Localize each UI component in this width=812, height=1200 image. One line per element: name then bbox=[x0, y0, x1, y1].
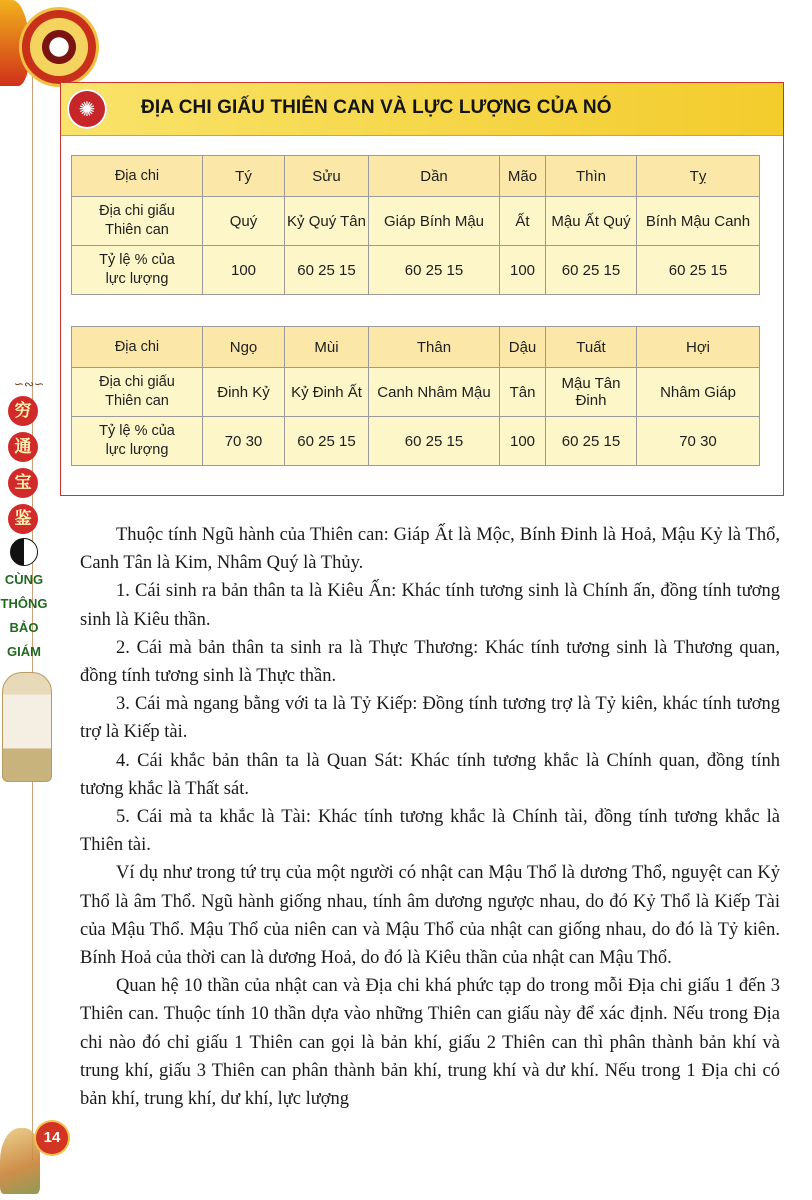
row-label-branch: Địa chi bbox=[72, 156, 203, 197]
paragraph: 3. Cái mà ngang bằng với ta là Tỷ Kiếp: Đồng tính tương trợ là Tỷ kiên, khác tính tương trợ là Kiếp tài. bbox=[80, 694, 780, 743]
brand-word-4: GIÁM bbox=[7, 644, 41, 659]
seal-char-4: 鉴 bbox=[8, 504, 38, 534]
row-label-ratio: Tỷ lệ % của lực lượng bbox=[72, 246, 203, 295]
cell-can: Nhâm Giáp bbox=[637, 368, 760, 417]
brand-word-1: CÙNG bbox=[4, 572, 44, 587]
body-text bbox=[80, 521, 780, 1113]
paragraph: 4. Cái khắc bản thân ta là Quan Sát: Khác tính tương khắc là Chính quan, đồng tính tương khắc là Thất sát. bbox=[80, 750, 780, 799]
cell-can: Tân bbox=[500, 368, 546, 417]
seal-char-3: 宝 bbox=[8, 468, 38, 498]
cell-can: Đinh Kỷ bbox=[203, 368, 285, 417]
cell-chi: Thìn bbox=[546, 156, 637, 197]
yin-yang-icon bbox=[10, 538, 38, 566]
paragraph: Thuộc tính Ngũ hành của Thiên can: Giáp Ất là Mộc, Bính Đinh là Hoả, Mậu Kỷ là Thổ, Canh Tân là Kim, Nhâm Quý là Thủy. bbox=[80, 525, 780, 574]
paragraph: Ví dụ như trong tứ trụ của một người có nhật can Mậu Thổ là dương Thổ, nguyệt can Kỷ Thổ là âm Thổ. Ngũ hành giống nhau, tính âm dương ngược nhau, do đó Kỷ Thổ là Kiếp Tài của Mậu Thổ. Mậu Thổ của niên can và Mậu Thổ của nhật can giống nhau, do đó là Tỷ kiên. Bính Hoả của thời can là dương Hoả, do đó là Kiêu thần của nhật can Mậu Thổ. bbox=[80, 863, 780, 969]
cell-ratio: 70 30 bbox=[637, 417, 760, 466]
cell-can: Quý bbox=[203, 197, 285, 246]
cell-can: Kỷ Đinh Ất bbox=[285, 368, 369, 417]
cell-can: Mậu Tân Đinh bbox=[546, 368, 637, 417]
cell-ratio: 60 25 15 bbox=[546, 246, 637, 295]
seal-char-1: 穷 bbox=[8, 396, 38, 426]
branch-table-1 bbox=[71, 155, 760, 295]
left-margin-rule bbox=[32, 70, 33, 1160]
branch-table-2 bbox=[71, 326, 760, 466]
seal-char-2: 通 bbox=[8, 432, 38, 462]
cell-ratio: 60 25 15 bbox=[369, 246, 500, 295]
cell-chi: Tý bbox=[203, 156, 285, 197]
cell-chi: Tỵ bbox=[637, 156, 760, 197]
cell-can: Giáp Bính Mậu bbox=[369, 197, 500, 246]
rooster-illustration bbox=[0, 1128, 40, 1194]
cell-ratio: 60 25 15 bbox=[546, 417, 637, 466]
cell-can: Bính Mậu Canh bbox=[637, 197, 760, 246]
cell-can: Kỷ Quý Tân bbox=[285, 197, 369, 246]
cell-ratio: 60 25 15 bbox=[285, 417, 369, 466]
cell-chi: Thân bbox=[369, 327, 500, 368]
cell-can: Ất bbox=[500, 197, 546, 246]
cell-ratio: 100 bbox=[203, 246, 285, 295]
cell-chi: Dần bbox=[369, 156, 500, 197]
cell-chi: Tuất bbox=[546, 327, 637, 368]
cloud-ornament-icon: ∽∾∽ bbox=[13, 377, 45, 391]
paragraph: Quan hệ 10 thần của nhật can và Địa chi khá phức tạp do trong mỗi Địa chi giấu 1 đến 3 Thiên can. Thuộc tính 10 thần dựa vào những Thiên can giấu này để xác định. Nếu trong Địa chi nào đó chỉ giấu 1 Thiên can gọi là bản khí, giấu 2 Thiên can thì phân thành bản khí và trung khí, giấu 3 Thiên can phân thành bản khí, trung khí và dư khí. Nếu trong 1 Địa chi có bản khí, trung khí, dư khí, lực lượng bbox=[80, 976, 780, 1110]
section-title: ĐỊA CHI GIẤU THIÊN CAN VÀ LỰC LƯỢNG CỦA NÓ bbox=[141, 97, 612, 118]
section-header bbox=[61, 83, 783, 136]
cell-chi: Dậu bbox=[500, 327, 546, 368]
cell-ratio: 60 25 15 bbox=[285, 246, 369, 295]
row-label-ratio: Tỷ lệ % của lực lượng bbox=[72, 417, 203, 466]
dragon-badge-icon: ✺ bbox=[67, 89, 107, 129]
cell-can: Mậu Ất Quý bbox=[546, 197, 637, 246]
cell-ratio: 70 30 bbox=[203, 417, 285, 466]
paragraph: 2. Cái mà bản thân ta sinh ra là Thực Thương: Khác tính tương sinh là Thương quan, đồng tính tương sinh là Thực thần. bbox=[80, 637, 780, 687]
paragraph: 5. Cái mà ta khắc là Tài: Khác tính tương khắc là Chính tài, đồng tính tương khắc là Thiên tài. bbox=[80, 807, 780, 856]
hidden-stems-section bbox=[60, 82, 784, 496]
brand-word-2: THÔNG bbox=[0, 596, 48, 611]
cell-chi: Hợi bbox=[637, 327, 760, 368]
cell-ratio: 60 25 15 bbox=[369, 417, 500, 466]
cell-chi: Mão bbox=[500, 156, 546, 197]
cell-ratio: 100 bbox=[500, 417, 546, 466]
brand-word-3: BẢO bbox=[9, 620, 39, 635]
row-label-hidden-stems: Địa chi giấu Thiên can bbox=[72, 368, 203, 417]
cell-chi: Mùi bbox=[285, 327, 369, 368]
paragraph: 1. Cái sinh ra bản thân ta là Kiêu Ấn: Khác tính tương sinh là Chính ấn, đồng tính tương sinh là Kiêu thần. bbox=[80, 581, 780, 630]
cell-can: Canh Nhâm Mậu bbox=[369, 368, 500, 417]
bagua-medallion-icon bbox=[22, 10, 96, 84]
cell-ratio: 100 bbox=[500, 246, 546, 295]
page-number: 14 bbox=[36, 1122, 68, 1154]
cell-chi: Sửu bbox=[285, 156, 369, 197]
scholar-figure-illustration bbox=[2, 672, 52, 782]
cell-chi: Ngọ bbox=[203, 327, 285, 368]
row-label-hidden-stems: Địa chi giấu Thiên can bbox=[72, 197, 203, 246]
row-label-branch: Địa chi bbox=[72, 327, 203, 368]
cell-ratio: 60 25 15 bbox=[637, 246, 760, 295]
